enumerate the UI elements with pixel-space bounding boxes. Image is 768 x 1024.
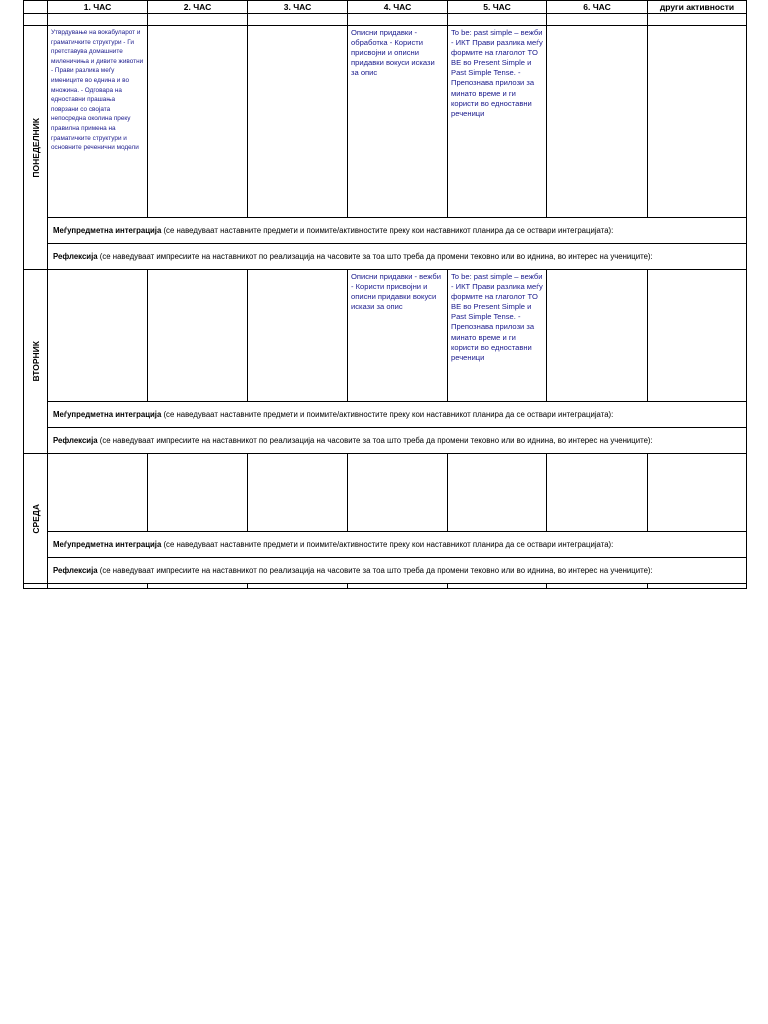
- lesson-cell: [348, 454, 448, 532]
- lesson-cell: [547, 26, 648, 218]
- lesson-cell: [248, 454, 348, 532]
- reflection-row: [24, 244, 747, 270]
- integration-row: [24, 218, 747, 244]
- lesson-cell: [148, 26, 248, 218]
- reflection-row: [24, 428, 747, 454]
- lesson-cell: [48, 270, 148, 402]
- col-header-4: 4. ЧАС: [348, 1, 448, 14]
- lesson-cell: [148, 454, 248, 532]
- col-header-2: 2. ЧАС: [148, 1, 248, 14]
- lesson-cell: [148, 270, 248, 402]
- lesson-cell: [547, 454, 648, 532]
- integration-row: [24, 402, 747, 428]
- integration-note: Меѓупредметна интеграција (се наведуваат наставните предмети и поимите/активностите преку кои наставникот планира да се оствари интеграцијата):: [48, 402, 747, 428]
- col-header-1: 1. ЧАС: [48, 1, 148, 14]
- integration-note: Меѓупредметна интеграција (се наведуваат наставните предмети и поимите/активностите преку кои наставникот планира да се оствари интеграцијата):: [48, 532, 747, 558]
- reflection-row: [24, 558, 747, 584]
- lesson-cell: [48, 454, 148, 532]
- integration-row: [24, 532, 747, 558]
- day-label-wednesday: СРЕДА: [24, 454, 48, 584]
- day-label-monday: ПОНЕДЕЛНИК: [24, 26, 48, 270]
- lesson-cell: [248, 26, 348, 218]
- lesson-cell: Утврдување на вокабуларот и граматичките структури - Ги претставува домашните миленичиња и дивите животни - Прави разлика меѓу имениците во еднина и во множина. - Одговара на едноставни прашања поврзани со својата непосредна околина преку правилна примена на граматичките структури и основните реченични модели: [48, 26, 148, 218]
- lesson-cell: [547, 270, 648, 402]
- lesson-cell: [248, 270, 348, 402]
- blank-row: [24, 14, 747, 26]
- day-row-tuesday: [24, 270, 747, 402]
- lesson-cell: Описни придавки - вежби - Користи присвојни и описни придавки вокуси искази за опис: [348, 270, 448, 402]
- day-row-wednesday: [24, 454, 747, 532]
- lesson-cell: [648, 454, 747, 532]
- reflection-note: Рефлексија (се наведуваат импресиите на наставникот по реализација на часовите за тоа што треба да промени тековно или во иднина, во интерес на учениците):: [48, 244, 747, 270]
- integration-note: Меѓупредметна интеграција (се наведуваат наставните предмети и поимите/активностите преку кои наставникот планира да се оствари интеграцијата):: [48, 218, 747, 244]
- col-header-5: 5. ЧАС: [448, 1, 547, 14]
- lesson-cell: [648, 270, 747, 402]
- day-label-tuesday: ВТОРНИК: [24, 270, 48, 454]
- col-header-other: други активности: [648, 1, 747, 14]
- corner-cell: [24, 1, 48, 14]
- col-header-6: 6. ЧАС: [547, 1, 648, 14]
- lesson-cell: To be: past simple – вежби - ИКТ Прави разлика меѓу формите на глаголот TO BE во Present Simple и Past Simple Tense. - Препознава прилози за минато време и ги користи во едноставни реченици: [448, 270, 547, 402]
- header-row: [24, 1, 747, 14]
- lesson-cell: [448, 454, 547, 532]
- col-header-3: 3. ЧАС: [248, 1, 348, 14]
- lesson-cell: Описни придавки - обработка - Користи присвојни и описни придавки вокуси искази за опис: [348, 26, 448, 218]
- cutoff-row: [24, 584, 747, 589]
- reflection-note: Рефлексија (се наведуваат импресиите на наставникот по реализација на часовите за тоа што треба да промени тековно или во иднина, во интерес на учениците):: [48, 428, 747, 454]
- day-row-monday: [24, 26, 747, 218]
- reflection-note: Рефлексија (се наведуваат импресиите на наставникот по реализација на часовите за тоа што треба да промени тековно или во иднина, во интерес на учениците):: [48, 558, 747, 584]
- lesson-cell: To be: past simple – вежби - ИКТ Прави разлика меѓу формите на глаголот TO BE во Present Simple и Past Simple Tense. - Препознава прилози за минато време и ги користи во едноставни реченици: [448, 26, 547, 218]
- lesson-cell: [648, 26, 747, 218]
- lesson-plan-table: [23, 0, 747, 589]
